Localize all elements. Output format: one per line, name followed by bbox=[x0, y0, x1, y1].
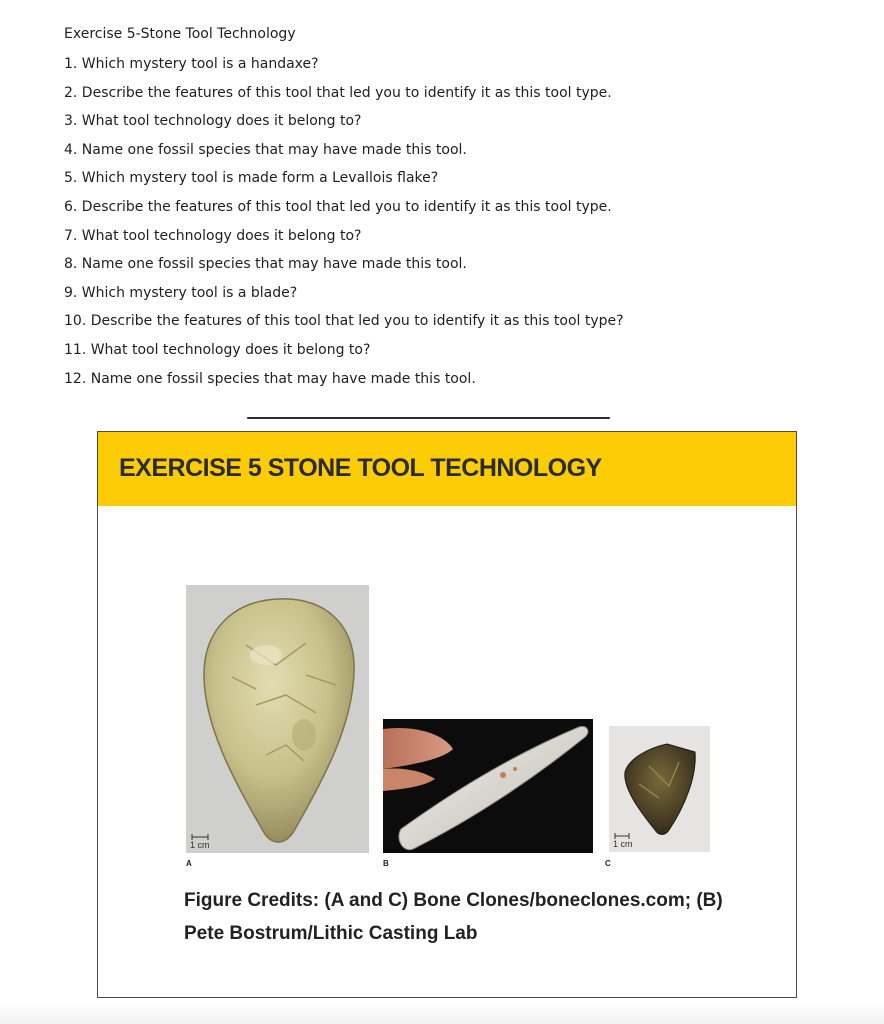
page-bottom-edge bbox=[0, 1004, 884, 1024]
question-item: 7. What tool technology does it belong to? bbox=[64, 227, 362, 244]
scale-label: 1 cm bbox=[613, 839, 633, 849]
levallois-flake-photo bbox=[609, 726, 710, 852]
question-item: 6. Describe the features of this tool that led you to identify it as this tool type. bbox=[64, 198, 612, 215]
question-item: 1. Which mystery tool is a handaxe? bbox=[64, 56, 319, 72]
credits-line: Pete Bostrum/Lithic Casting Lab bbox=[184, 923, 478, 944]
figure-letter-c: C bbox=[605, 859, 611, 868]
question-item: 2. Describe the features of this tool that led you to identify it as this tool type. bbox=[64, 84, 612, 101]
page-title: Exercise 5-Stone Tool Technology bbox=[64, 26, 296, 42]
figure-header bbox=[98, 432, 796, 506]
question-item: 12. Name one fossil species that may have made this tool. bbox=[64, 370, 476, 387]
question-item: 3. What tool technology does it belong to? bbox=[64, 113, 362, 130]
scale-label: 1 cm bbox=[190, 840, 210, 850]
question-item: 9. Which mystery tool is a blade? bbox=[64, 284, 298, 301]
credits-line: Figure Credits: (A and C) Bone Clones/boneclones.com; (B) bbox=[184, 890, 723, 911]
question-item: 5. Which mystery tool is made form a Levallois flake? bbox=[64, 170, 439, 187]
question-list bbox=[64, 54, 624, 397]
question-item: 10. Describe the features of this tool that led you to identify it as this tool type? bbox=[64, 313, 624, 330]
question-item: 11. What tool technology does it belong to? bbox=[64, 341, 371, 358]
figure-credits bbox=[184, 884, 764, 950]
blade-in-hand-photo bbox=[383, 719, 593, 853]
question-item: 4. Name one fossil species that may have made this tool. bbox=[64, 141, 467, 158]
figure-letter-b: B bbox=[383, 859, 389, 868]
question-item: 8. Name one fossil species that may have made this tool. bbox=[64, 256, 467, 273]
figure-panel bbox=[97, 431, 797, 998]
handaxe-photo bbox=[186, 585, 369, 853]
figure-header-title: EXERCISE 5 STONE TOOL TECHNOLOGY bbox=[119, 454, 602, 482]
section-divider bbox=[247, 417, 610, 419]
figure-letter-a: A bbox=[186, 859, 192, 868]
